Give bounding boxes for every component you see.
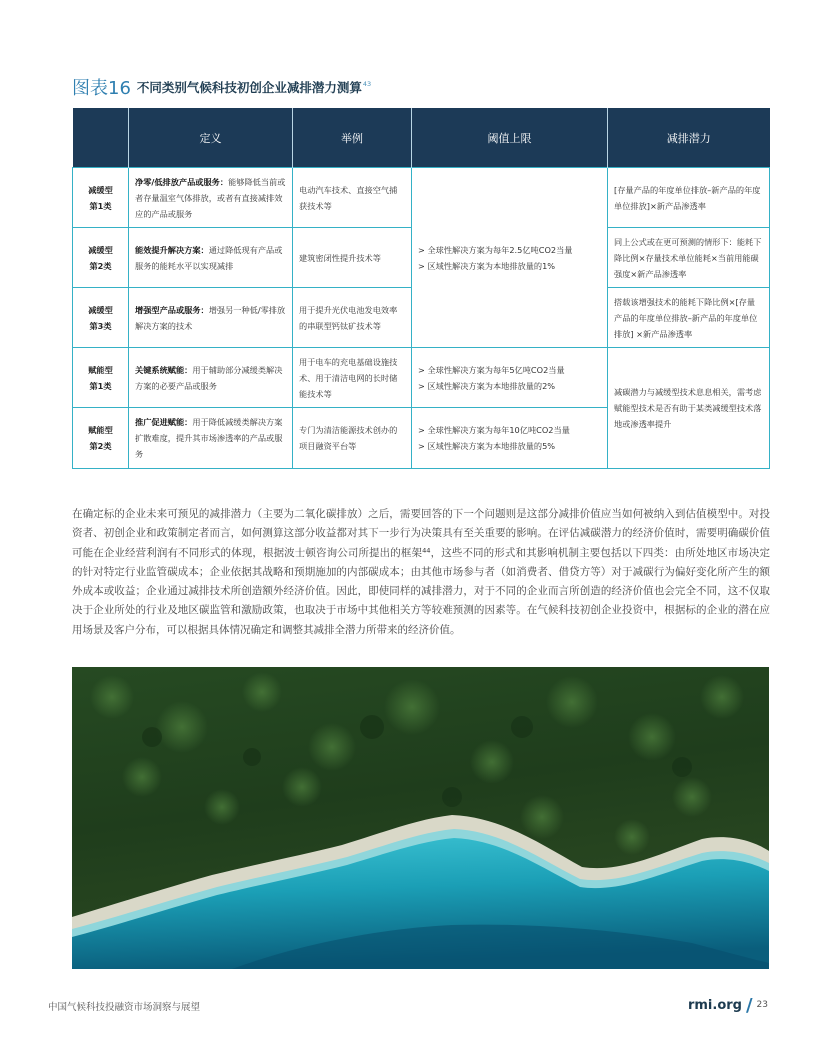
category-cell: 赋能型 第2类 [73, 408, 129, 469]
example-cell: 电动汽车技术、直接空气捕获技术等 [293, 168, 412, 228]
potential-cell: [存量产品的年度单位排放–新产品的年度单位排放]×新产品渗透率 [608, 168, 770, 228]
definition-cell: 推广促进赋能：用于降低减缓类解决方案扩散难度，提升其市场渗透率的产品或服务 [129, 408, 293, 469]
potential-cell: 同上公式或在更可预测的情形下：能耗下降比例×存量技术单位能耗×当前用能碳强度×新产品渗透率 [608, 228, 770, 288]
header-corner [73, 108, 129, 168]
figure-label: 图表16 [72, 78, 131, 99]
definition-cell: 关键系统赋能：用于辅助部分减缓类解决方案的必要产品或服务 [129, 348, 293, 408]
example-cell: 用于电车的充电基础设施技术、用于清洁电网的长时储能技术等 [293, 348, 412, 408]
slash-icon: / [745, 995, 753, 1016]
threshold-cell: > 全球性解决方案为每年2.5亿吨CO2当量 > 区域性解决方案为本地排放量的1% [412, 168, 608, 348]
header-threshold: 阈值上限 [412, 108, 608, 168]
coastline-photo [72, 667, 769, 969]
category-cell: 减缓型 第1类 [73, 168, 129, 228]
table-header-row [73, 108, 770, 168]
potential-cell: 减碳潜力与减缓型技术息息相关，需考虑赋能型技术是否有助于某类减缓型技术落地或渗透率提升 [608, 348, 770, 469]
definition-cell: 净零/低排放产品或服务：能够降低当前或者存量温室气体排放，或者有直接减排效应的产品或服务 [129, 168, 293, 228]
body-paragraph: 在确定标的企业未来可预见的减排潜力（主要为二氧化碳排放）之后，需要回答的下一个问题则是这部分减排价值应当如何被纳入到估值模型中。对投资者、初创企业和政策制定者而言，如何测算这部分收益都对其下一步行为决策具有至关重要的影响。在评估减碳潜力的经济价值时，需要明确碳价值可能在企业经营利润有不同形式的体现，根据波士顿咨询公司所提出的框架⁴⁴，这些不同的形式和其影响机制主要包括以下四类：由所处地区市场决定的针对特定行业监管碳成本；企业依据其战略和预期施加的内部碳成本；由其他市场参与者（如消费者、借贷方等）对于减碳行为偏好变化所产生的额外成本或收益；企业通过减排技术所创造额外经济价值。因此，即使同样的减排潜力，对于不同的企业而言所创造的经济价值也会完全不同，这不仅取决于企业所处的行业及地区碳监管和激励政策，也取决于市场中其他相关方等较难预测的因素等。在气候科技初创企业投资中，根据标的企业的潜在应用场景及客户分布，可以根据具体情况确定和调整其减排全潜力所带来的经济价值。 [72, 508, 770, 636]
category-cell: 减缓型 第2类 [73, 228, 129, 288]
threshold-cell: > 全球性解决方案为每年10亿吨CO2当量 > 区域性解决方案为本地排放量的5% [412, 408, 608, 469]
definition-cell: 增强型产品或服务：增强另一种低/零排放解决方案的技术 [129, 288, 293, 348]
rmi-logo[interactable]: rmi.org [687, 998, 742, 1013]
potential-cell: 搭载该增强技术的能耗下降比例×[存量产品的年度单位排放–新产品的年度单位排放] ×新产品渗透率 [608, 288, 770, 348]
forest-coast-image [72, 667, 769, 969]
footnote-ref[interactable]: 43 [362, 80, 372, 88]
footer-report-title: 中国气候科技投融资市场洞察与展望 [48, 1002, 201, 1013]
example-cell: 专门为清洁能源技术创办的项目融资平台等 [293, 408, 412, 469]
example-cell: 用于提升光伏电池发电效率的串联型钙钛矿技术等 [293, 288, 412, 348]
header-potential: 减排潜力 [608, 108, 770, 168]
category-cell: 赋能型 第1类 [73, 348, 129, 408]
footer-branding [688, 995, 768, 1016]
figure-title [72, 74, 371, 100]
category-cell: 减缓型 第3类 [73, 288, 129, 348]
page-number: 23 [756, 1000, 768, 1010]
header-definition: 定义 [129, 108, 293, 168]
table-row [73, 168, 770, 228]
definition-cell: 能效提升解决方案：通过降低现有产品或服务的能耗水平以实现减排 [129, 228, 293, 288]
figure-heading: 不同类别气候科技初创企业减排潜力测算 [136, 80, 362, 95]
threshold-cell: > 全球性解决方案为每年5亿吨CO2当量 > 区域性解决方案为本地排放量的2% [412, 348, 608, 408]
example-cell: 建筑密闭性提升技术等 [293, 228, 412, 288]
abatement-potential-table [72, 108, 770, 469]
table-row [73, 348, 770, 408]
header-example: 举例 [293, 108, 412, 168]
